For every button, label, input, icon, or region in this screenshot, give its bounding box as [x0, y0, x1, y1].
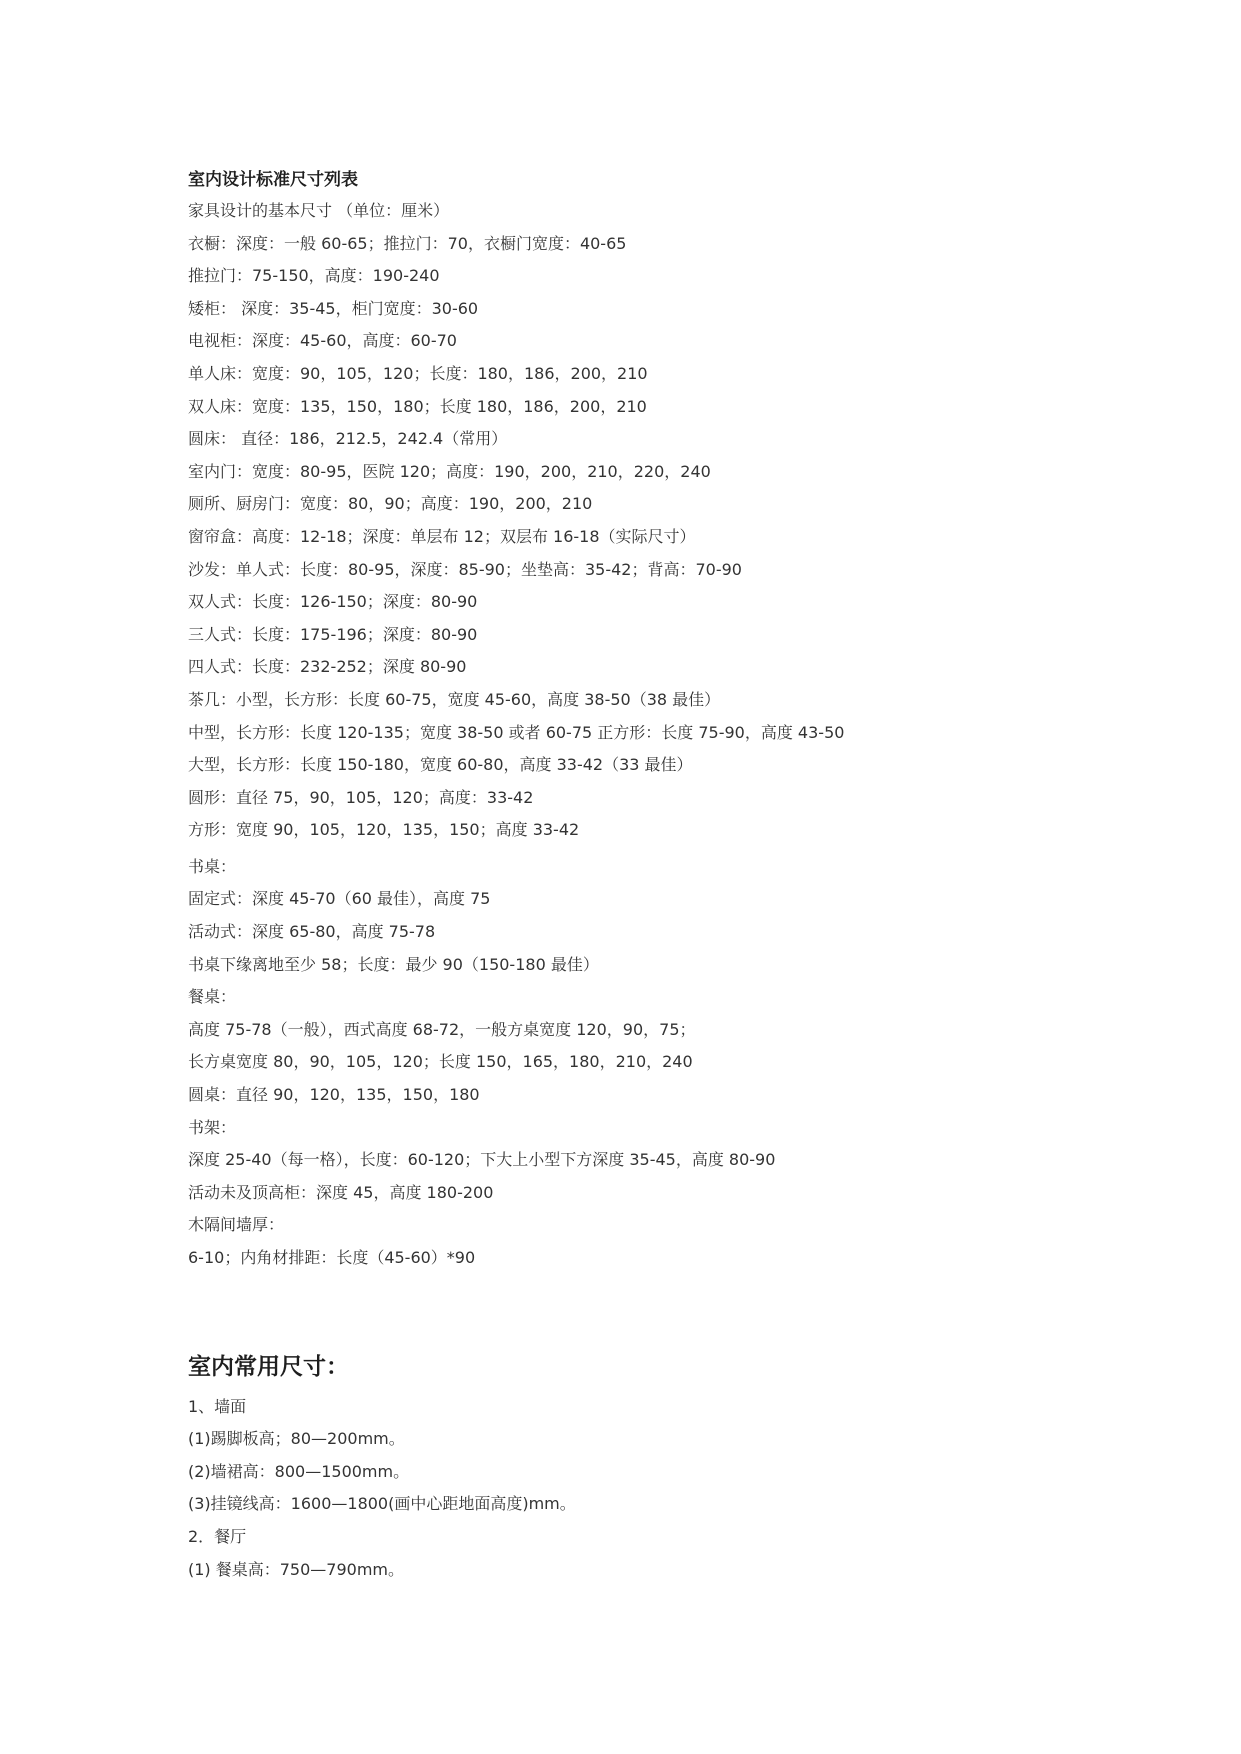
text-line: 餐桌： — [188, 987, 237, 1007]
text-line: (2)墙裙高：800—1500mm。 — [188, 1461, 410, 1481]
text-line: 木隔间墙厚： — [188, 1215, 285, 1235]
text-line: 三人式：长度：175-196；深度：80-90 — [188, 624, 478, 644]
text-line: 茶几：小型，长方形：长度 60-75，宽度 45-60，高度 38-50（38 最佳） — [188, 689, 721, 709]
text-line: 圆桌：直径 90，120，135，150，180 — [188, 1085, 480, 1105]
text-line: 厕所、厨房门：宽度：80，90；高度：190，200，210 — [188, 494, 593, 514]
text-line: 书桌下缘离地至少 58；长度：最少 90（150-180 最佳） — [188, 954, 599, 974]
text-line: (3)挂镜线高：1600—1800(画中心距地面高度)mm。 — [188, 1494, 576, 1514]
text-line: 沙发：单人式：长度：80-95，深度：85-90；坐垫高：35-42；背高：70-90 — [188, 559, 742, 579]
text-line: 长方桌宽度 80，90，105，120；长度 150，165，180，210，240 — [188, 1052, 693, 1072]
spacer — [188, 1275, 1188, 1343]
text-line: (1) 餐桌高：750—790mm。 — [188, 1559, 405, 1579]
text-line: 矮柜： 深度：35-45，柜门宽度：30-60 — [188, 298, 479, 318]
text-line: 书桌： — [188, 856, 237, 876]
text-line: 双人床：宽度：135，150，180；长度 180，186，200，210 — [188, 396, 647, 416]
text-line: 衣橱：深度：一般 60-65；推拉门：70，衣橱门宽度：40-65 — [188, 233, 627, 253]
text-line: 推拉门：75-150，高度：190-240 — [188, 266, 440, 286]
text-line: 深度 25-40（每一格），长度：60-120；下大上小型下方深度 35-45，高度 80-90 — [188, 1150, 776, 1170]
text-line: 双人式：长度：126-150；深度：80-90 — [188, 592, 478, 612]
section-heading: 室内常用尺寸： — [188, 1352, 349, 1380]
document-title: 室内设计标准尺寸列表 — [188, 170, 358, 190]
text-line: 高度 75-78（一般），西式高度 68-72，一般方桌宽度 120，90，75； — [188, 1019, 696, 1039]
text-line: 6-10；内角材排距：长度（45-60）*90 — [188, 1248, 476, 1267]
text-line: 1、墙面 — [188, 1396, 247, 1416]
desk-section — [188, 851, 1188, 1275]
text-line: 家具设计的基本尺寸 （单位：厘米） — [188, 201, 450, 220]
text-line: 圆形：直径 75，90，105，120；高度：33-42 — [188, 787, 534, 807]
text-line: 四人式：长度：232-252；深度 80-90 — [188, 657, 467, 677]
text-line: 活动未及顶高柜：深度 45，高度 180-200 — [188, 1182, 494, 1202]
text-line: 窗帘盒：高度：12-18；深度：单层布 12；双层布 16-18（实际尺寸） — [188, 526, 696, 546]
text-line: 中型，长方形：长度 120-135；宽度 38-50 或者 60-75 正方形：长度 75-90，高度 43-50 — [188, 722, 845, 742]
furniture-section — [188, 195, 1188, 847]
text-line: 室内门：宽度：80-95，医院 120；高度：190，200，210，220，240 — [188, 461, 711, 481]
text-line: 方形：宽度 90，105，120，135，150；高度 33-42 — [188, 820, 580, 840]
text-line: 固定式：深度 45-70（60 最佳），高度 75 — [188, 889, 491, 909]
text-line: 2．餐厅 — [188, 1526, 247, 1546]
text-line: 电视柜：深度：45-60，高度：60-70 — [188, 331, 457, 351]
text-line: 书架： — [188, 1117, 237, 1137]
common-dimensions-section — [188, 1391, 1188, 1587]
text-line: 圆床： 直径：186，212.5，242.4（常用） — [188, 429, 508, 449]
document-page — [188, 165, 1188, 1586]
text-line: (1)踢脚板高；80—200mm。 — [188, 1429, 405, 1449]
text-line: 大型，长方形：长度 150-180，宽度 60-80，高度 33-42（33 最佳） — [188, 755, 693, 775]
text-line: 活动式：深度 65-80，高度 75-78 — [188, 922, 436, 942]
text-line: 单人床：宽度：90，105，120；长度：180，186，200，210 — [188, 363, 648, 383]
